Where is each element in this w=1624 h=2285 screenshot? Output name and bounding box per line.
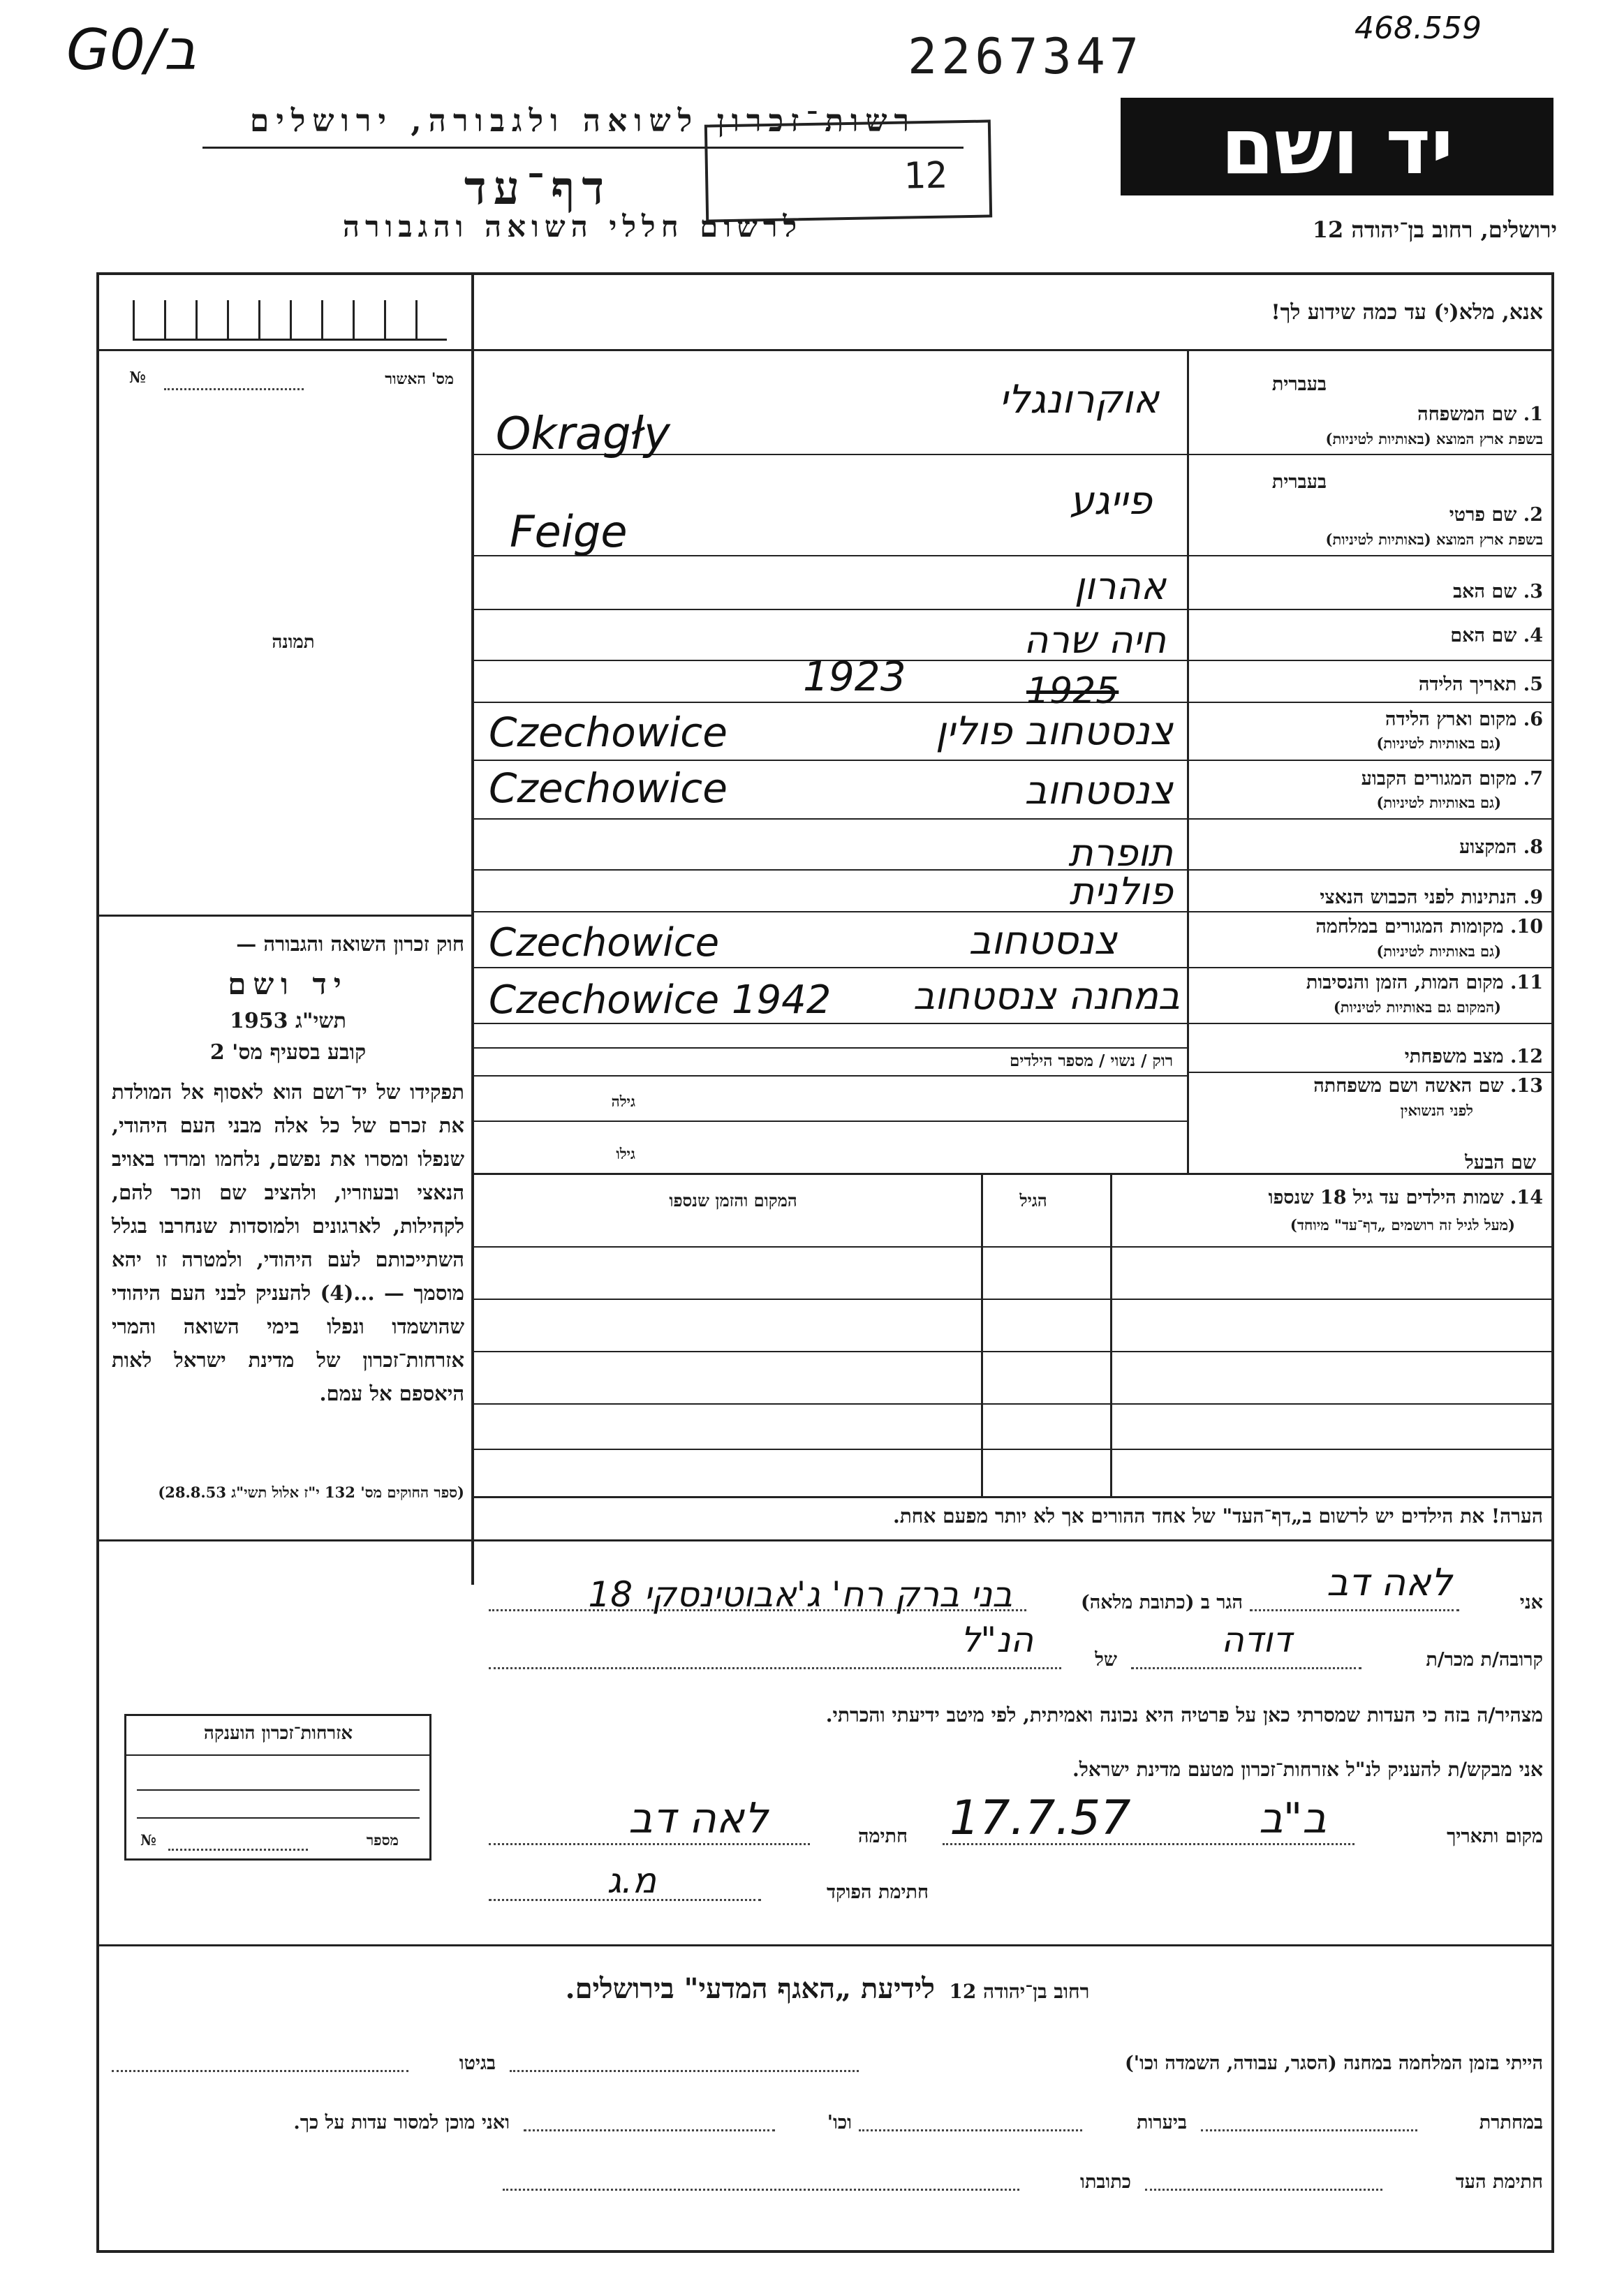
decl-officer-signature: חתימת הפוקד [827,1881,929,1903]
registry-no: № [129,369,146,387]
field-6-sub: (גם באותיות לטיניות) [1376,734,1501,752]
registry-label: מס' האשור [385,370,454,388]
stamp-number: 12 [903,154,948,198]
law-year: תשי"ג 1953 [230,1009,346,1033]
residence-hebrew: צנסטחוב [1024,768,1173,813]
sign-date: 17.7.57 [950,1791,1131,1846]
citizenship-box [124,1714,431,1861]
place-column: המקום והזמן שנספו [669,1190,797,1211]
wartime-hebrew: צנסטחוב [968,918,1117,963]
residence-latin: Czechowice [489,764,728,812]
surname-latin: Okragły [496,408,670,460]
form-title: דף־עד [464,161,612,215]
first-name-hebrew: פייגע [1069,478,1152,524]
father-name: אהרון [1074,564,1166,608]
field-11-sub: (המקום גם באותיות לטיניות) [1333,998,1501,1016]
decl-place-date: מקום ותאריך [1447,1826,1543,1847]
first-name-latin: Feige [510,506,628,557]
death-latin: Czechowice 1942 [489,977,832,1023]
footer-ready: ואני מוכן למסור עדות על כך. [293,2112,510,2134]
citizenship-number-label: מספר [366,1831,399,1849]
field-10-sub: (גם באותיות לטיניות) [1376,942,1501,960]
field-13-label: 13. שם האשה ושם משפחתה [1313,1075,1543,1097]
sign-place: ב"ב [1259,1794,1327,1843]
decl-ani: אני [1519,1592,1543,1613]
law-subtitle: יד ושם [228,967,348,1001]
field-1-label: 1. שם המשפחה [1417,404,1543,425]
footer-address-label: כתובתו [1080,2171,1131,2193]
decl-of: של [1095,1649,1117,1671]
field-5-label: 5. תאריך הלידה [1418,674,1543,695]
nationality: פולנית [1069,869,1173,913]
boy-label: גילו [616,1145,635,1162]
field-1-sub: בשפת ארץ המוצא (באותיות לטיניות) [1325,430,1543,448]
birth-place-hebrew: צנסטחוב פולין [935,709,1173,754]
footer-underground: במחתרת [1479,2112,1543,2134]
family-status-header: רוק / נשוי / מספר הילדים [1010,1051,1173,1070]
signature-hand: לאה דב [628,1794,768,1843]
birth-year: 1923 [803,653,906,700]
decl-request: אני מבקש/ת להעניק לנ"ל אזרחות־זכרון מטעם מדינת ישראל. [1072,1758,1543,1781]
profession: תופרת [1068,831,1173,875]
witness-name: לאה דב [1327,1560,1452,1604]
husband-label: שם הבעל [1465,1152,1536,1174]
girl-label: גילה [611,1093,635,1110]
footer-witness-signature: חתימת העד [1455,2171,1543,2193]
law-title: חוק זכרון השואה והגבורה — [236,932,464,956]
record-number: 2267347 [908,28,1144,85]
surname-hebrew: אוקרונגלי [998,377,1159,422]
footer-address: רחוב בן־יהודה 12 [949,1980,1090,2003]
photo-label: תמונה [272,632,315,653]
children-sub: (מעל לגיל זה רושמים „דף־עד" מיוחד) [1290,1216,1515,1234]
field-10-label: 10. מקומות המגורים במלחמה [1315,916,1543,938]
law-clause: קובע בסעיף מס' 2 [209,1040,367,1065]
birth-year-struck: 1925 [1026,670,1119,712]
field-2-label: 2. שם פרטי [1449,504,1543,526]
hebrew-tag-2: בעברית [1271,471,1327,493]
field-4-label: 4. שם האם [1450,625,1543,646]
decl-signature: חתימה [857,1826,908,1847]
footer-ghetto: בגיטו [459,2053,496,2074]
decl-residing: הגר ב (כתובת מלאה) [1080,1592,1243,1613]
children-label: 14. שמות הילדים עד גיל 18 שנספו [1268,1187,1543,1208]
birth-place-latin: Czechowice [489,709,728,756]
field-12-label: 12. מצב משפחתי [1404,1046,1543,1067]
form-subtitle: לרשום חללי השואה והגבורה [342,209,803,244]
citizenship-no: № [140,1831,156,1849]
decl-relative: קרובה/ת מכר/ת [1426,1649,1543,1671]
field-8-label: 8. המקצוע [1459,836,1543,858]
law-source: (ספר החוקים מס' 132 י"ז אלול תשי"ג 28.8.53) [158,1484,464,1501]
footer-title [349,1972,1306,2005]
related-to: הנ"ל [960,1620,1033,1660]
authority-name: רשות־זכרון לשואה ולגבורה, ירושלים [249,103,917,139]
note-text: הערה! את הילדים יש לרשום ב„דף־העד" של אחד ההורים אך לא יותר מפעם אחת. [892,1504,1543,1528]
field-7-sub: (גם באותיות לטיניות) [1376,794,1501,811]
officer-signature-hand: מ.ג [607,1861,656,1901]
age-column: הגיל [1019,1190,1047,1211]
footer-etc: וכו' [827,2112,852,2134]
field-6-label: 6. מקום וארץ הלידה [1385,709,1543,730]
field-13-sub: לפני הנשואין [1400,1102,1473,1119]
hebrew-tag-1: בעברית [1271,374,1327,395]
field-9-label: 9. הנתינות לפני הכבוש הנאצי [1320,887,1543,908]
relation: דודה [1221,1620,1292,1660]
header-address: ירושלים, רחוב בן־יהודה 12 [1312,216,1557,243]
decl-statement: מצהיר/ה בזה כי העדות שמסרתי כאן על פרטיה היא נכונה ואמיתית, לפי מיטב ידיעתי והכרתי. [825,1703,1543,1726]
registry-ticks [133,300,447,341]
field-2-sub: בשפת ארץ המוצא (באותיות לטיניות) [1325,531,1543,548]
field-3-label: 3. שם האב [1453,581,1543,602]
footer-camp: הייתי בזמן המלחמה במחנה (הסגר, עבודה, השמדה וכו') [1124,2053,1543,2074]
yad-vashem-logo: יד ושם [1121,98,1553,195]
mother-name: חיה שרה [1024,618,1166,662]
footer-title-text: לידיעת „האגף המדעי" בירושלים. [565,1972,935,2005]
wartime-latin: Czechowice [489,920,720,966]
citizenship-title: אזרחות־זכרון הוענקה [203,1723,353,1744]
field-7-label: 7. מקום המגורים הקבוע [1361,768,1543,790]
archive-number: 468.559 [1354,10,1482,46]
witness-address: בני ברק רח' ג'אבוטינסקי 18 [588,1574,1012,1615]
archive-stamp [704,119,992,222]
footer-forests: ביערות [1136,2112,1187,2134]
law-body: תפקידו של יד־ושם הוא לאסוף אל המולדת את זכרם של כל אלה מבני העם היהודי, שנפלו ומסרו את נפשם, נלחמו ומרדו באויב הנאצי ובעוזריו, ולהציב שם וזכר להם, לקהילות, לארגונים ולמוסדות שנחרבו בגלל השתייכותם לעם היהודי, ולמטרה זו יהא מוסמך — ...(4) להעניק לבני העם היהודי שהושמדו ונפלו בימי השואה והמרי אזרחות־זכרון של מדינת ישראל לאות היאספם אל עמם. [112,1080,464,1405]
intro-text: אנא, מלא(י) עד כמה שידוע לך! [1271,300,1543,325]
field-11-label: 11. מקום המות, הזמן והנסיבות [1306,972,1543,993]
death-hebrew: במחנה צנסטחוב [913,974,1180,1018]
corner-scrawl: G0/ב [66,17,197,82]
